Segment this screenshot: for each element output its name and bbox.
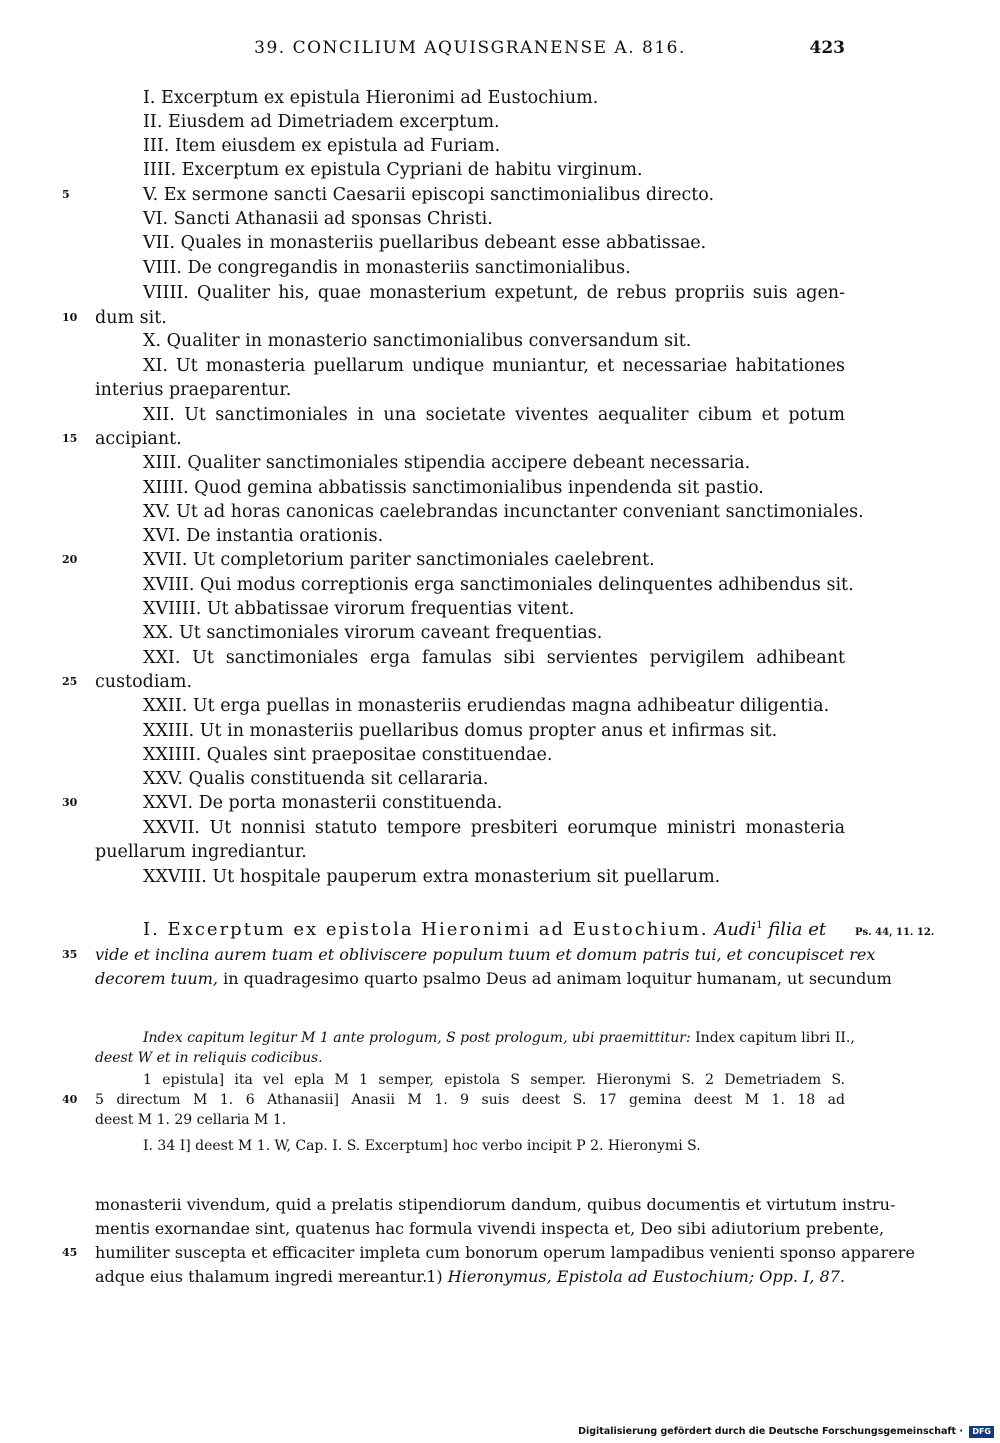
apparatus-line: I. 34 I] deest M 1. W, Cap. I. S. Excerptum] hoc verbo incipit P 2. Hieronymi S. [143, 1138, 701, 1154]
index-line: II. Eiusdem ad Dimetriadem excerptum. [143, 112, 500, 132]
body-line: mentis exornandae sint, quatenus hac formula vivendi inspecta et, Deo sibi adiutorium prebente, [95, 1219, 885, 1238]
digitization-credit: Digitalisierung gefördert durch die Deutsche Forschungsgemeinschaft · DFG [578, 1425, 994, 1439]
body-text: in quadragesimo quarto psalmo Deus ad animam loquitur humanam, ut secundum [217, 969, 892, 988]
index-line: VIIII. Qualiter his, quae monasterium expetunt, de rebus propriis suis agen- [143, 283, 845, 303]
apparatus-line: deest M 1. 29 cellaria M 1. [95, 1112, 287, 1128]
index-line: XXVI. De porta monasterii constituenda. [143, 793, 503, 813]
index-line: puellarum ingrediantur. [95, 842, 307, 862]
line-number: 25 [62, 675, 78, 688]
index-line: XXV. Qualis constituenda sit cellararia. [143, 769, 489, 789]
body-line [95, 1265, 845, 1289]
footnote-text: Hieronymus, Epistola ad Eustochium; Opp. I, 87. [447, 1267, 845, 1286]
index-line: interius praeparentur. [95, 380, 292, 400]
index-line: VIII. De congregandis in monasteriis sanctimonialibus. [143, 258, 631, 278]
index-line: XVII. Ut completorium pariter sanctimoniales caelebrent. [143, 550, 655, 570]
index-line: VII. Quales in monasteriis puellaribus debeant esse abbatissae. [143, 233, 707, 253]
footnote-mark: 1) [426, 1267, 443, 1286]
line-number: 15 [62, 432, 78, 445]
index-line: XIIII. Quod gemina abbatissis sanctimonialibus inpendenda sit pastio. [143, 478, 764, 498]
index-line: XVIIII. Ut abbatissae virorum frequentias vitent. [143, 599, 575, 619]
index-line: XIII. Qualiter sanctimoniales stipendia accipere debeant necessaria. [143, 453, 751, 473]
apparatus-line: deest W et in reliquis codicibus. [95, 1050, 323, 1066]
quote-start: Audi [714, 919, 757, 940]
quote-continuation: filia et [762, 919, 827, 940]
chapter-start-line [95, 918, 845, 942]
quote-end: decorem tuum, [95, 969, 218, 988]
body-line: vide et inclina aurem tuam et obliviscere populum tuum et domum patris tui, et concupiscet rex [95, 945, 876, 964]
line-number: 45 [62, 1246, 78, 1259]
dfg-logo: DFG [969, 1426, 994, 1438]
index-line: XV. Ut ad horas canonicas caelebrandas incunctanter conveniant sanctimoniales. [143, 502, 864, 522]
index-line: dum sit. [95, 308, 167, 328]
index-line: VI. Sancti Athanasii ad sponsas Christi. [143, 209, 493, 229]
index-line: X. Qualiter in monasterio sanctimonialibus conversandum sit. [143, 331, 692, 351]
index-line: XVIII. Qui modus correptionis erga sanctimoniales delinquentes adhibendus sit. [143, 575, 854, 595]
index-line: IIII. Excerptum ex epistula Cypriani de habitu virginum. [143, 160, 643, 180]
footnote-reference: 1 [756, 920, 763, 931]
apparatus-line: 1 epistula] ita vel epla M 1 semper, epistola S semper. Hieronymi S. 2 Demetriadem S. [143, 1072, 845, 1088]
line-number: 40 [62, 1093, 78, 1106]
body-line [95, 967, 892, 991]
line-number: 35 [62, 948, 78, 961]
index-line: custodiam. [95, 672, 193, 692]
line-number: 30 [62, 796, 78, 809]
body-line: humiliter suscepta et efficaciter impleta cum bonorum operum lampadibus venienti sponso apparere [95, 1243, 915, 1262]
index-line: XI. Ut monasteria puellarum undique muniantur, et necessariae habitationes [143, 356, 845, 376]
footnote [426, 1265, 845, 1289]
index-line: XX. Ut sanctimoniales virorum caveant frequentias. [143, 623, 603, 643]
index-line: XXVIII. Ut hospitale pauperum extra monasterium sit puellarum. [143, 867, 721, 887]
page-header [95, 38, 845, 64]
index-line: XXVII. Ut nonnisi statuto tempore presbiteri eorumque ministri monasteria [143, 818, 845, 838]
chapter-heading: I. Excerptum ex epistola Hieronimi ad Eustochium. [143, 919, 709, 940]
apparatus-text: Index capitum libri II., [690, 1030, 855, 1046]
index-line: accipiant. [95, 429, 182, 449]
line-number: 20 [62, 553, 78, 566]
apparatus-italic: Index capitum legitur M 1 ante prologum, S post prologum, ubi praemittitur: [143, 1030, 691, 1046]
index-line: III. Item eiusdem ex epistula ad Furiam. [143, 136, 501, 156]
apparatus-line [95, 1028, 855, 1048]
index-line: XII. Ut sanctimoniales in una societate viventes aequaliter cibum et potum [143, 405, 845, 425]
body-line: monasterii vivendum, quid a prelatis stipendiorum dandum, quibus documentis et virtutum instru- [95, 1195, 896, 1214]
index-line: XXI. Ut sanctimoniales erga famulas sibi servientes pervigilem adhibeant [143, 648, 845, 668]
line-number: 5 [62, 188, 70, 201]
apparatus-line: 5 directum M 1. 6 Athanasii] Anasii M 1. 9 suis deest S. 17 gemina deest M 1. 18 ad [95, 1092, 845, 1108]
index-line: XXII. Ut erga puellas in monasteriis erudiendas magna adhibeatur diligentia. [143, 696, 830, 716]
index-line: I. Excerptum ex epistula Hieronimi ad Eustochium. [143, 88, 599, 108]
marginal-reference: Ps. 44, 11. 12. [855, 927, 935, 938]
credit-text: Digitalisierung gefördert durch die Deutsche Forschungsgemeinschaft [578, 1426, 957, 1437]
index-line: XXIII. Ut in monasteriis puellaribus domus propter anus et infirmas sit. [143, 721, 778, 741]
index-line: XXIIII. Quales sint praepositae constituendae. [143, 745, 553, 765]
index-line: XVI. De instantia orationis. [143, 526, 384, 546]
index-line: V. Ex sermone sancti Caesarii episcopi sanctimonialibus directo. [143, 185, 715, 205]
running-title: 39. CONCILIUM AQUISGRANENSE A. 816. [254, 38, 686, 58]
body-text: adque eius thalamum ingredi mereantur. [95, 1267, 428, 1286]
line-number: 10 [62, 311, 78, 324]
page-number: 423 [809, 38, 845, 58]
